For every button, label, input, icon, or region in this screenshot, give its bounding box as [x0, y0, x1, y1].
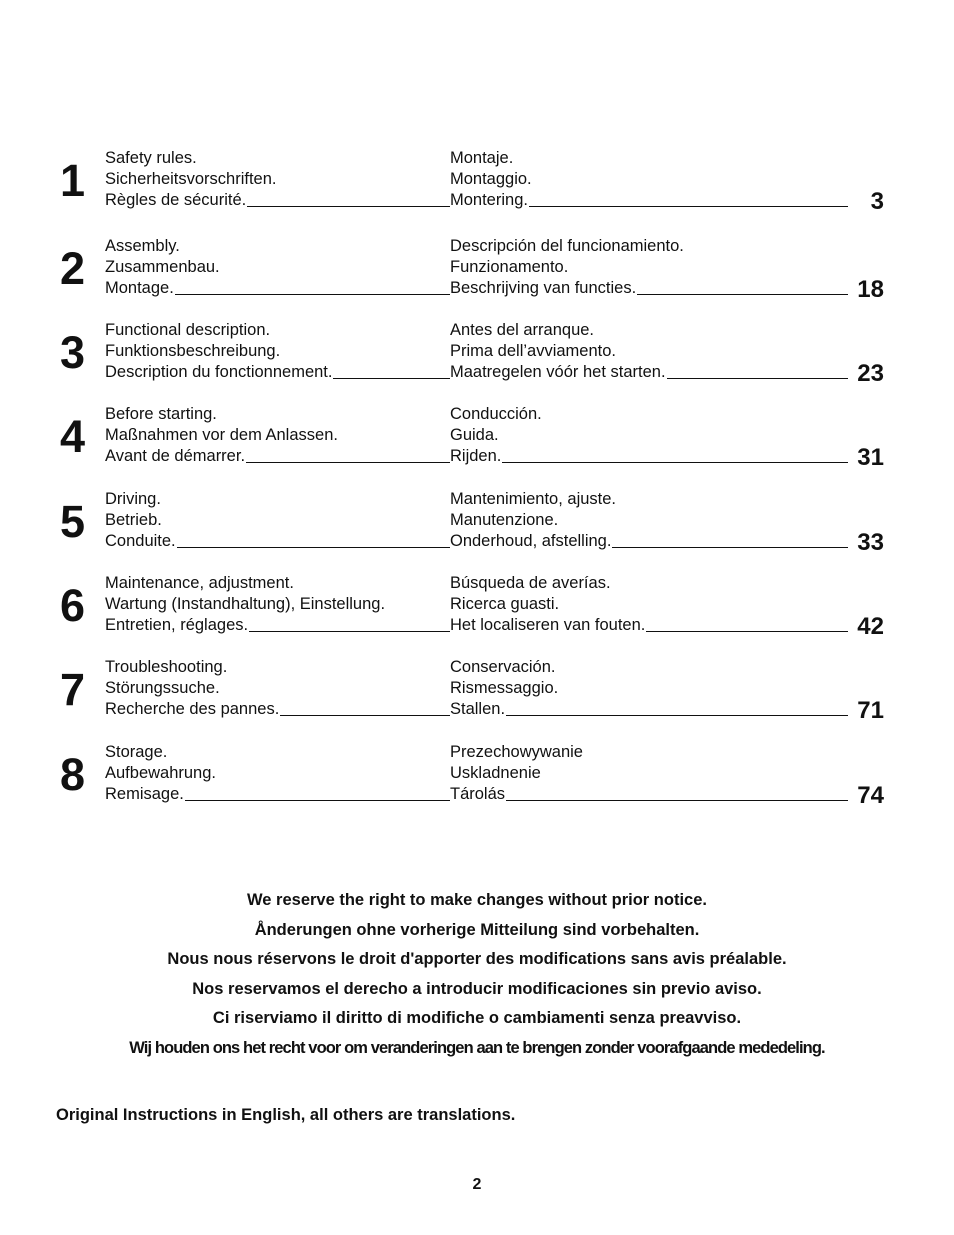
- section-title: Búsqueda de averías.: [450, 574, 611, 592]
- page-reference[interactable]: 23: [857, 360, 884, 387]
- section-titles-right: [450, 657, 848, 720]
- section-title: Funzionamento.: [450, 258, 569, 276]
- page-reference[interactable]: 3: [870, 188, 884, 215]
- section-number: 8: [60, 749, 85, 800]
- section-title: Maßnahmen vor dem Anlassen.: [105, 426, 338, 444]
- page-number: 2: [472, 1176, 482, 1193]
- section-title: Remisage.: [105, 785, 184, 803]
- section-title: Conducción.: [450, 405, 542, 423]
- page-reference[interactable]: 71: [857, 697, 884, 724]
- dot-leader: [612, 546, 848, 548]
- section-number: 1: [60, 155, 85, 206]
- section-titles-left: [105, 742, 450, 805]
- section-number: 2: [60, 243, 85, 294]
- toc-entry-6[interactable]: [0, 573, 954, 643]
- section-title: Aufbewahrung.: [105, 764, 216, 782]
- section-title: Montaje.: [450, 149, 514, 167]
- dot-leader: [175, 293, 450, 295]
- section-number: 4: [60, 411, 85, 462]
- dot-leader: [506, 799, 848, 801]
- section-title: Prima dell’avviamento.: [450, 342, 616, 360]
- notice-italian: Ci riserviamo il diritto di modifiche o cambiamenti senza preavviso.: [212, 1009, 742, 1027]
- section-titles-left: [105, 657, 450, 720]
- section-title: Betrieb.: [105, 511, 162, 529]
- section-title: Manutenzione.: [450, 511, 559, 529]
- dot-leader: [506, 714, 848, 716]
- section-title: Entretien, réglages.: [105, 616, 249, 634]
- section-title: Maatregelen vóór het starten.: [450, 363, 666, 381]
- dot-leader: [529, 205, 848, 207]
- dot-leader: [333, 377, 450, 379]
- toc-entry-7[interactable]: [0, 657, 954, 727]
- dot-leader: [502, 461, 848, 463]
- section-title: Stallen.: [450, 700, 506, 718]
- dot-leader: [637, 293, 848, 295]
- section-title: Montage.: [105, 279, 174, 297]
- dot-leader: [247, 205, 450, 207]
- section-title: Beschrijving van functies.: [450, 279, 637, 297]
- section-title: Wartung (Instandhaltung), Einstellung.: [105, 595, 386, 613]
- toc-entry-4[interactable]: [0, 404, 954, 474]
- section-number: 6: [60, 580, 85, 631]
- section-title: Before starting.: [105, 405, 217, 423]
- section-number: 7: [60, 664, 85, 715]
- section-title: Onderhoud, afstelling.: [450, 532, 612, 550]
- section-title: Driving.: [105, 490, 161, 508]
- section-title: Funktionsbeschreibung.: [105, 342, 281, 360]
- section-title: Zusammenbau.: [105, 258, 220, 276]
- notice-german: Ånderungen ohne vorherige Mitteilung sind vorbehalten.: [254, 920, 700, 939]
- section-title: Rijden.: [450, 447, 502, 465]
- section-title: Störungssuche.: [105, 679, 220, 697]
- section-title: Assembly.: [105, 237, 180, 255]
- section-titles-left: [105, 573, 450, 636]
- section-title: Maintenance, adjustment.: [105, 574, 294, 592]
- toc-entry-1[interactable]: [0, 148, 954, 218]
- section-titles-right: [450, 489, 848, 552]
- section-title: Description du fonctionnement.: [105, 363, 333, 381]
- section-number: 5: [60, 496, 85, 547]
- section-title: Storage.: [105, 743, 168, 761]
- dot-leader: [249, 630, 450, 632]
- section-title: Ricerca guasti.: [450, 595, 560, 613]
- page-reference[interactable]: 42: [857, 613, 884, 640]
- dot-leader: [246, 461, 450, 463]
- section-title: Mantenimiento, ajuste.: [450, 490, 617, 508]
- dot-leader: [185, 799, 450, 801]
- change-notices: [0, 886, 954, 1063]
- section-title: Het localiseren van fouten.: [450, 616, 646, 634]
- section-titles-right: [450, 236, 848, 299]
- notice-dutch: Wij houden ons het recht voor om veranderingen aan te brengen zonder voorafgaande mededeling.: [129, 1038, 825, 1057]
- section-title: Guida.: [450, 426, 499, 444]
- section-titles-left: [105, 236, 450, 299]
- section-title: Uskladnenie: [450, 764, 541, 782]
- section-titles-left: [105, 320, 450, 383]
- section-title: Descripción del funcionamiento.: [450, 237, 684, 255]
- original-instructions-note: Original Instructions in English, all others are translations.: [56, 1106, 516, 1124]
- section-titles-right: [450, 404, 848, 467]
- section-titles-left: [105, 489, 450, 552]
- section-number: 3: [60, 327, 85, 378]
- dot-leader: [177, 546, 450, 548]
- section-title: Recherche des pannes.: [105, 700, 280, 718]
- section-title: Sicherheitsvorschriften.: [105, 170, 277, 188]
- page-reference[interactable]: 74: [857, 782, 884, 809]
- section-title: Antes del arranque.: [450, 321, 595, 339]
- section-titles-right: [450, 742, 848, 805]
- section-title: Safety rules.: [105, 149, 197, 167]
- toc-entry-8[interactable]: [0, 742, 954, 812]
- notice-french: Nous nous réservons le droit d'apporter des modifications sans avis préalable.: [167, 950, 787, 968]
- section-title: Montering.: [450, 191, 528, 209]
- section-titles-right: [450, 573, 848, 636]
- notice-spanish: Nos reservamos el derecho a introducir modificaciones sin previo aviso.: [192, 979, 762, 998]
- section-title: Avant de démarrer.: [105, 447, 246, 465]
- dot-leader: [667, 377, 848, 379]
- page-reference[interactable]: 31: [857, 444, 884, 471]
- section-title: Règles de sécurité.: [105, 191, 247, 209]
- section-title: Rismessaggio.: [450, 679, 559, 697]
- dot-leader: [280, 714, 450, 716]
- notice-english: We reserve the right to make changes without prior notice.: [247, 891, 707, 909]
- page-reference[interactable]: 33: [857, 529, 884, 556]
- section-titles-left: [105, 404, 450, 467]
- page-reference[interactable]: 18: [857, 276, 884, 303]
- toc-entry-3[interactable]: [0, 320, 954, 390]
- dot-leader: [646, 630, 848, 632]
- section-title: Functional description.: [105, 321, 271, 339]
- section-title: Conservación.: [450, 658, 556, 676]
- toc-entry-5[interactable]: [0, 489, 954, 559]
- section-titles-left: [105, 148, 450, 211]
- section-titles-right: [450, 320, 848, 383]
- section-title: Conduite.: [105, 532, 176, 550]
- section-title: Troubleshooting.: [105, 658, 228, 676]
- section-titles-right: [450, 148, 848, 211]
- section-title: Tárolás: [450, 785, 506, 803]
- section-title: Montaggio.: [450, 170, 532, 188]
- toc-entry-2[interactable]: [0, 236, 954, 306]
- section-title: Prezechowywanie: [450, 743, 583, 761]
